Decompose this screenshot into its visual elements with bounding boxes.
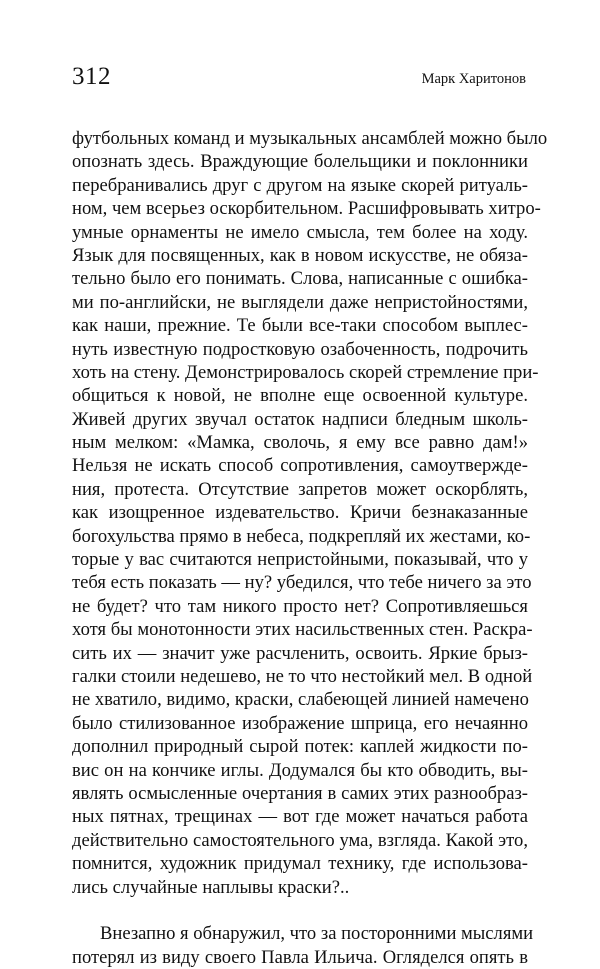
text-line: Нельзя не искать способ сопротивления, самоутвержде- (72, 455, 528, 477)
text-line: хоть на стену. Демонстрировалось скорей стремление при- (72, 361, 539, 383)
page-number: 312 (72, 63, 111, 90)
text-line: галки стоили недешево, не то что нестойкий мел. В одной (72, 665, 533, 687)
text-line: Язык для посвященных, как в новом искусстве, не обяза- (72, 244, 528, 266)
text-line: тельно было его понимать. Слова, написанные с ошибка- (72, 268, 528, 290)
text-line: как наши, прежние. Те были все-таки способом выплес- (72, 315, 528, 337)
text-line: Внезапно я обнаружил, что за посторонними мыслями (100, 923, 534, 945)
text-line: являть осмысленные очертания в самих этих разнообраз- (72, 782, 528, 804)
text-line: перебранивались друг с другом на языке скорей ритуаль- (72, 174, 528, 196)
text-line: потерял из виду своего Павла Ильича. Огляделся опять в (72, 946, 528, 968)
text-line: богохульства прямо в небеса, подкрепляй их жестами, ко- (72, 525, 531, 547)
paragraph (72, 922, 534, 969)
text-line: ми по-английски, не выглядели даже непристойностями, (72, 291, 528, 313)
text-line: не будет? что там никого просто нет? Сопротивляешься (72, 595, 528, 617)
text-line: Живей других звучал остаток надписи бледным школь- (72, 408, 528, 430)
text-line: хотя бы монотонности этих насильственных стен. Раскра- (72, 619, 533, 641)
text-line: торые у вас считаются непристойными, показывай, что у (72, 549, 528, 571)
text-line: умные орнаменты не имело смысла, тем более на ходу. (72, 221, 528, 243)
text-line: было стилизованное изображение шприца, его нечаянно (72, 712, 528, 734)
text-line: сить их — значит уже расчленить, освоить. Яркие брыз- (72, 642, 528, 664)
body-text (72, 127, 548, 969)
text-line: вис он на кончике иглы. Додумался бы кто обводить, вы- (72, 759, 528, 781)
text-line: действительно самостоятельного ума, взгляда. Какой это, (72, 829, 528, 851)
text-line: тебя есть показать — ну? убедился, что тебе ничего за это (72, 572, 532, 594)
text-line: футбольных команд и музыкальных ансамблей можно было (72, 128, 548, 149)
paragraph (72, 127, 548, 899)
running-head-author: Марк Харитонов (421, 71, 526, 87)
text-line: общиться к новой, не вполне еще освоенной культуре. (72, 385, 528, 407)
text-line: ном, чем всерьез оскорбительном. Расшифровывать хитро- (72, 198, 541, 220)
text-line: ния, протеста. Отсутствие запретов может оскорблять, (72, 478, 528, 500)
text-line: опознать здесь. Враждующие болельщики и поклонники (72, 151, 528, 173)
text-line: как изощренное издевательство. Кричи безнаказанные (72, 502, 528, 524)
paragraph-gap (72, 899, 528, 922)
text-line: ным мелком: «Мамка, сволочь, я ему все равно дам!» (72, 432, 528, 454)
text-line: не хватило, видимо, краски, слабеющей линией намечено (72, 689, 529, 711)
text-line: помнится, художник придумал технику, где использова- (72, 853, 528, 875)
text-line: дополнил природный сырой потек: каплей жидкости по- (72, 736, 528, 758)
text-line: ных пятнах, трещинах — вот где может начаться работа (72, 806, 528, 828)
text-line: нуть известную подростковую озабоченность, подрочить (72, 338, 528, 360)
text-line: лись случайные наплывы краски?.. (72, 876, 350, 898)
